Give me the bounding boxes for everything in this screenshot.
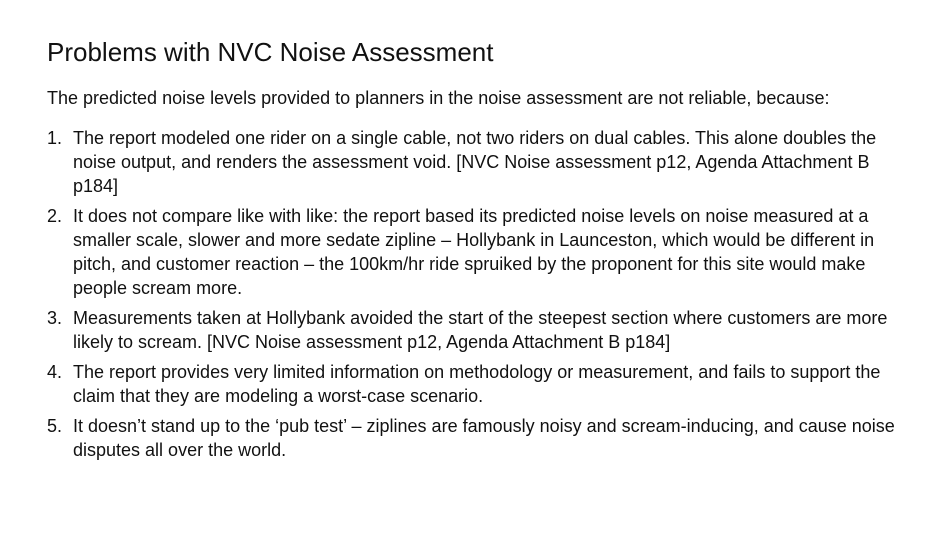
list-item-text: It doesn’t stand up to the ‘pub test’ – ziplines are famously noisy and scream-inducing, and cause noise disputes all over the world. (73, 416, 895, 460)
list-item (47, 306, 911, 354)
list-item (47, 360, 911, 408)
list-item (47, 414, 911, 462)
intro-text: The predicted noise levels provided to planners in the noise assessment are not reliable, because: (47, 88, 830, 108)
problem-list (47, 126, 911, 462)
list-item-number: 4. (47, 362, 63, 382)
list-item (47, 126, 911, 198)
list-item-number: 5. (47, 416, 63, 436)
list-item-number: 1. (47, 128, 63, 148)
list-item-number: 2. (47, 206, 63, 226)
list-item-text: Measurements taken at Hollybank avoided the start of the steepest section where customers are more likely to scream. [NVC Noise assessment p12, Agenda Attachment B p184] (73, 308, 888, 352)
list-item-text: It does not compare like with like: the report based its predicted noise levels on noise measured at a smaller scale, slower and more sedate zipline – Hollybank in Launceston, which would be different in pitch, and customer reaction – the 100km/hr ride spruiked by the proponent for this site would make people scream more. (73, 206, 875, 298)
list-item-text: The report modeled one rider on a single cable, not two riders on dual cables. This alone doubles the noise output, and renders the assessment void. [NVC Noise assessment p12, Agenda Attachment B p184] (73, 128, 877, 196)
list-item-text: The report provides very limited information on methodology or measurement, and fails to support the claim that they are modeling a worst-case scenario. (73, 362, 881, 406)
list-item (47, 204, 911, 300)
list-item-number: 3. (47, 308, 63, 328)
slide-title: Problems with NVC Noise Assessment (47, 37, 494, 67)
